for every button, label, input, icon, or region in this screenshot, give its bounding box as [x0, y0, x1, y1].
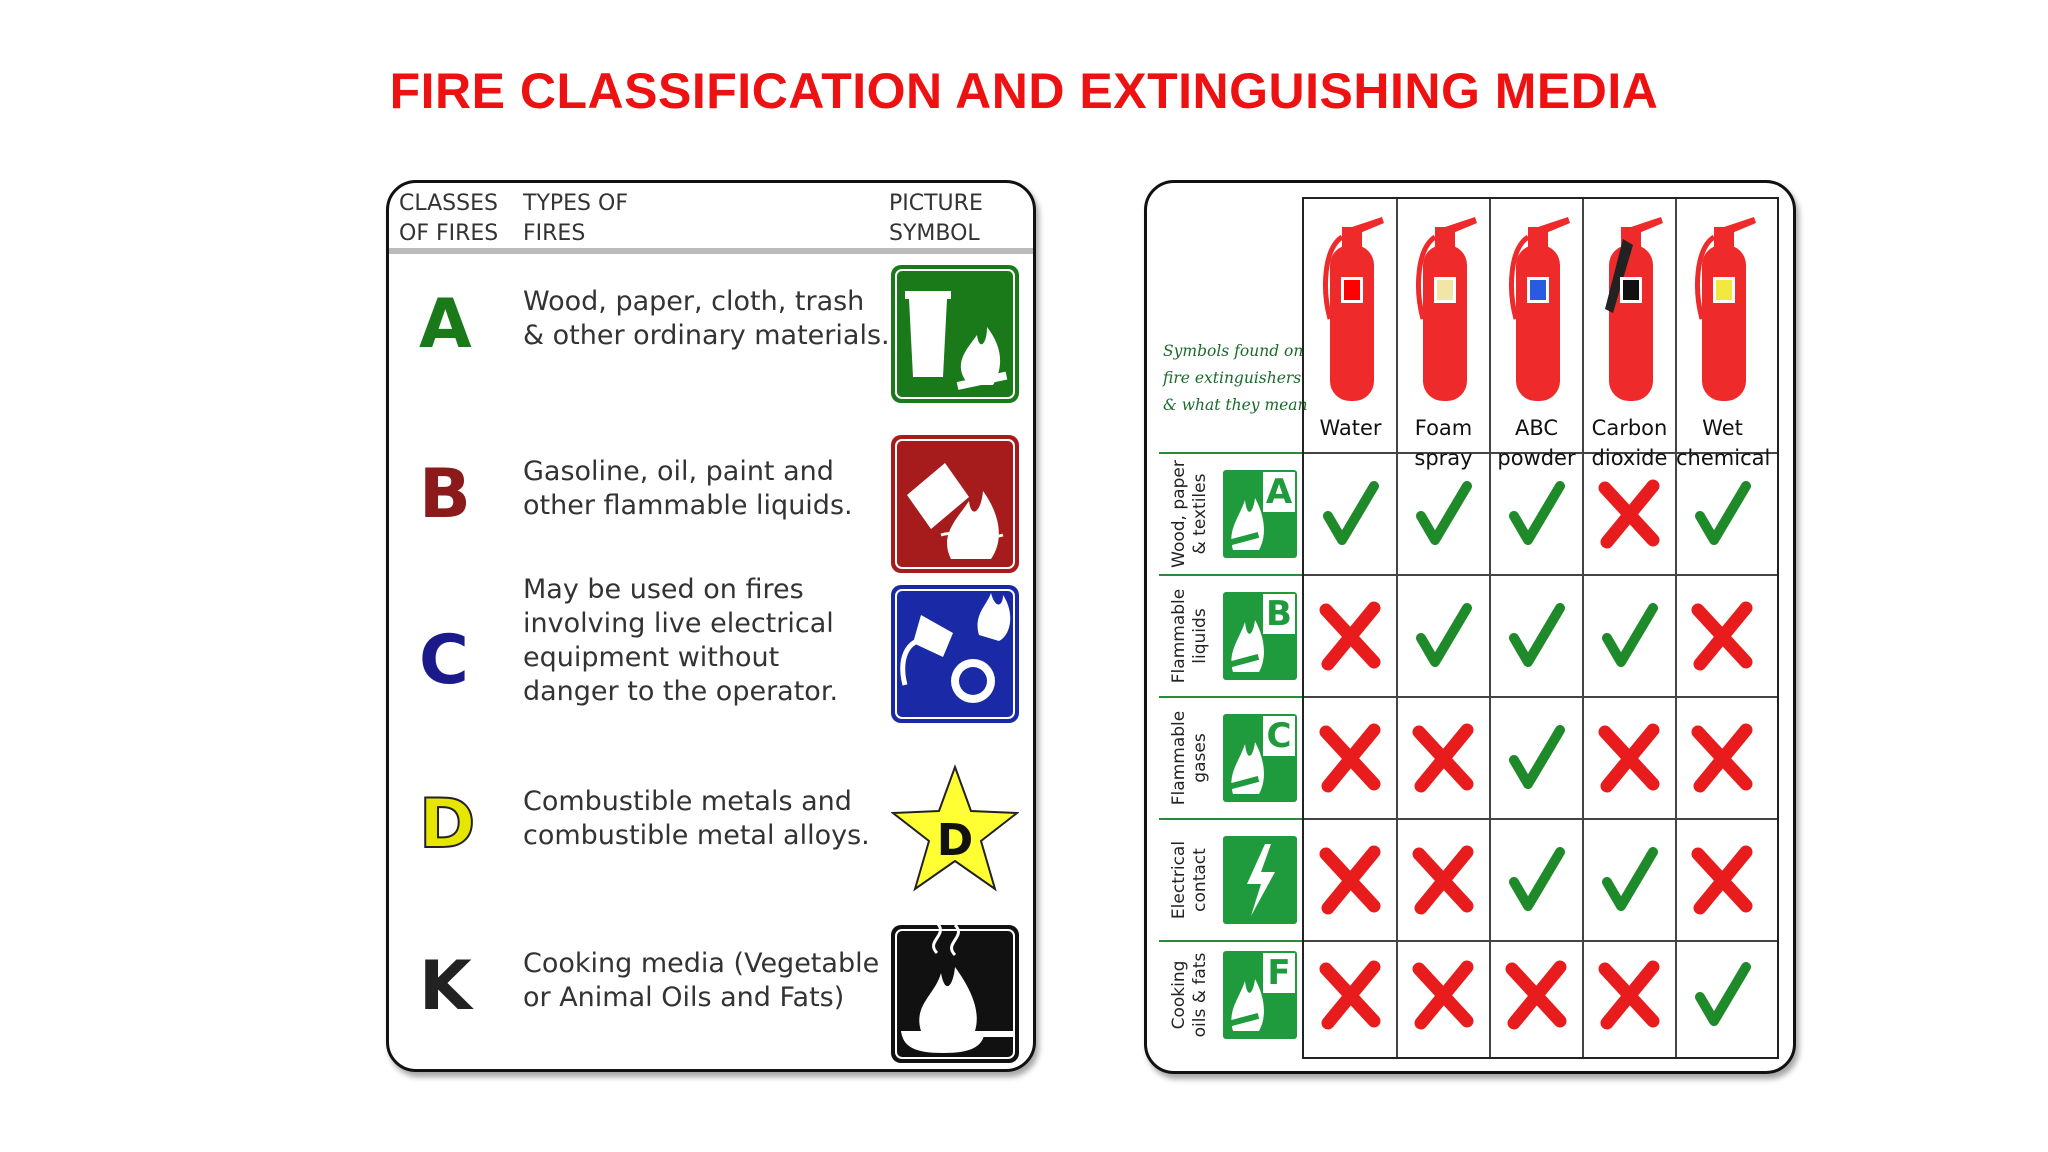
cross-icon — [1304, 697, 1397, 819]
check-icon — [1490, 575, 1583, 697]
extinguisher-type-label — [1304, 413, 1397, 443]
extinguisher-icon — [1397, 209, 1490, 409]
extinguisher-row-label — [1161, 457, 1219, 571]
check-icon — [1583, 575, 1676, 697]
fire-class-description — [523, 573, 883, 709]
cross-icon — [1304, 941, 1397, 1049]
check-icon — [1397, 575, 1490, 697]
fire-class-description — [523, 947, 883, 1015]
description-line: involving live electrical — [523, 608, 834, 639]
fire-class-row — [389, 925, 1033, 1075]
extinguisher-chart-card — [1144, 180, 1796, 1074]
extinguisher-type-line: powder — [1497, 446, 1576, 470]
cross-icon — [1583, 697, 1676, 819]
description-line: equipment without — [523, 642, 780, 673]
fire-class-row — [389, 763, 1033, 913]
row-label-line: Wood, paper — [1169, 460, 1189, 568]
header-types-line2: FIRES — [523, 221, 586, 246]
header-types — [523, 189, 628, 249]
row-label-line: Flammable — [1169, 588, 1189, 684]
extinguisher-type-line: Water — [1319, 416, 1382, 440]
header-symbol-line1: PICTURE — [889, 191, 983, 216]
fire-class-letter: K — [419, 947, 472, 1026]
description-line: May be used on fires — [523, 574, 804, 605]
description-line: other flammable liquids. — [523, 490, 853, 521]
check-icon — [1304, 453, 1397, 575]
fire-class-sign-icon — [1223, 714, 1297, 802]
extinguisher-row-label — [1161, 579, 1219, 693]
fire-class-sign-icon — [1223, 592, 1297, 680]
row-label-line: & textiles — [1190, 473, 1210, 555]
fire-class-description — [523, 785, 883, 853]
extinguisher-icon — [1304, 209, 1397, 409]
extinguisher-row-label — [1161, 945, 1219, 1045]
check-icon — [1676, 941, 1769, 1049]
star-letter: D — [936, 815, 974, 866]
fire-class-row — [389, 263, 1033, 413]
fire-class-sign-icon — [1223, 951, 1297, 1039]
header-symbol — [889, 189, 983, 249]
description-line: Cooking media (Vegetable — [523, 948, 880, 979]
trash-fire-icon — [891, 265, 1019, 403]
check-icon — [1676, 453, 1769, 575]
check-icon — [1490, 453, 1583, 575]
fire-class-sign-letter: F — [1263, 953, 1295, 993]
description-line: & other ordinary materials. — [523, 320, 890, 351]
star-icon — [891, 763, 1019, 901]
description-line: Wood, paper, cloth, trash — [523, 286, 865, 317]
fire-class-sign-letter: A — [1263, 472, 1295, 512]
cross-icon — [1676, 575, 1769, 697]
fire-class-letter: C — [419, 621, 469, 700]
check-icon — [1490, 697, 1583, 819]
header-divider — [389, 248, 1033, 254]
header-classes-line2: OF FIRES — [399, 221, 499, 246]
check-icon — [1583, 819, 1676, 941]
row-separator — [1159, 574, 1303, 576]
row-label-text — [1169, 701, 1211, 815]
cross-icon — [1397, 697, 1490, 819]
cross-icon — [1397, 941, 1490, 1049]
cross-icon — [1676, 697, 1769, 819]
electrical-fire-icon — [891, 585, 1019, 723]
description-line: Combustible metals and — [523, 786, 852, 817]
description-line: Gasoline, oil, paint and — [523, 456, 834, 487]
description-line: combustible metal alloys. — [523, 820, 870, 851]
row-label-text — [1169, 457, 1211, 571]
fire-class-row — [389, 574, 1033, 733]
row-label-text — [1169, 823, 1211, 937]
fire-class-letter: D — [419, 785, 476, 864]
extinguisher-icon — [1676, 209, 1769, 409]
row-label-line: liquids — [1190, 608, 1210, 664]
cross-icon — [1304, 575, 1397, 697]
cross-icon — [1304, 819, 1397, 941]
row-separator — [1159, 940, 1303, 942]
extinguisher-row-label — [1161, 701, 1219, 815]
fire-class-sign-letter: B — [1263, 594, 1295, 634]
symbols-note-line1: Symbols found on — [1163, 342, 1304, 360]
fire-class-description — [523, 455, 883, 523]
row-label-line: Electrical — [1169, 840, 1189, 920]
symbols-note-line3: & what they mean — [1163, 396, 1308, 414]
cross-icon — [1397, 819, 1490, 941]
row-label-line: Flammable — [1169, 710, 1189, 806]
extinguisher-grid — [1302, 197, 1779, 1059]
row-separator — [1159, 696, 1303, 698]
symbols-note — [1163, 338, 1308, 419]
extinguisher-type-line: ABC — [1514, 416, 1559, 440]
cross-icon — [1583, 453, 1676, 575]
row-label-line: contact — [1190, 848, 1210, 912]
extinguisher-type-line: chemical — [1676, 446, 1771, 470]
symbols-note-line2: fire extinguishers — [1163, 369, 1302, 387]
cross-icon — [1583, 941, 1676, 1049]
fire-class-row — [389, 433, 1033, 583]
check-icon — [1490, 819, 1583, 941]
row-label-line: gases — [1190, 733, 1210, 783]
extinguisher-type-line: spray — [1414, 446, 1473, 470]
description-line: danger to the operator. — [523, 676, 839, 707]
header-classes — [399, 189, 498, 249]
liquid-fire-icon — [891, 435, 1019, 573]
extinguisher-type-line: Carbon — [1591, 416, 1668, 440]
lightning-icon — [1223, 836, 1297, 924]
description-line: or Animal Oils and Fats) — [523, 982, 845, 1013]
row-label-text — [1169, 579, 1211, 693]
row-separator — [1159, 452, 1303, 454]
row-label-text — [1169, 945, 1211, 1045]
fire-class-sign-icon — [1223, 470, 1297, 558]
row-label-line: Cooking — [1169, 960, 1189, 1030]
header-classes-line1: CLASSES — [399, 191, 498, 216]
header-symbol-line2: SYMBOL — [889, 221, 980, 246]
pan-fire-icon — [891, 925, 1019, 1063]
row-separator — [1159, 818, 1303, 820]
extinguisher-type-line: Foam — [1414, 416, 1473, 440]
check-icon — [1397, 453, 1490, 575]
row-label-line: oils & fats — [1190, 952, 1210, 1038]
fire-class-letter: A — [419, 285, 472, 364]
extinguisher-icon — [1583, 209, 1676, 409]
fire-classes-card — [386, 180, 1036, 1072]
fire-class-sign-letter: C — [1263, 716, 1295, 756]
extinguisher-icon — [1490, 209, 1583, 409]
fire-class-letter: B — [419, 455, 471, 534]
extinguisher-type-line: Wet — [1702, 416, 1743, 440]
extinguisher-row-label — [1161, 823, 1219, 937]
fire-class-description — [523, 285, 890, 353]
header-types-line1: TYPES OF — [523, 191, 628, 216]
cross-icon — [1490, 941, 1583, 1049]
page-title: FIRE CLASSIFICATION AND EXTINGUISHING MEDIA — [389, 63, 1659, 119]
cross-icon — [1676, 819, 1769, 941]
extinguisher-type-line: dioxide — [1591, 446, 1668, 470]
